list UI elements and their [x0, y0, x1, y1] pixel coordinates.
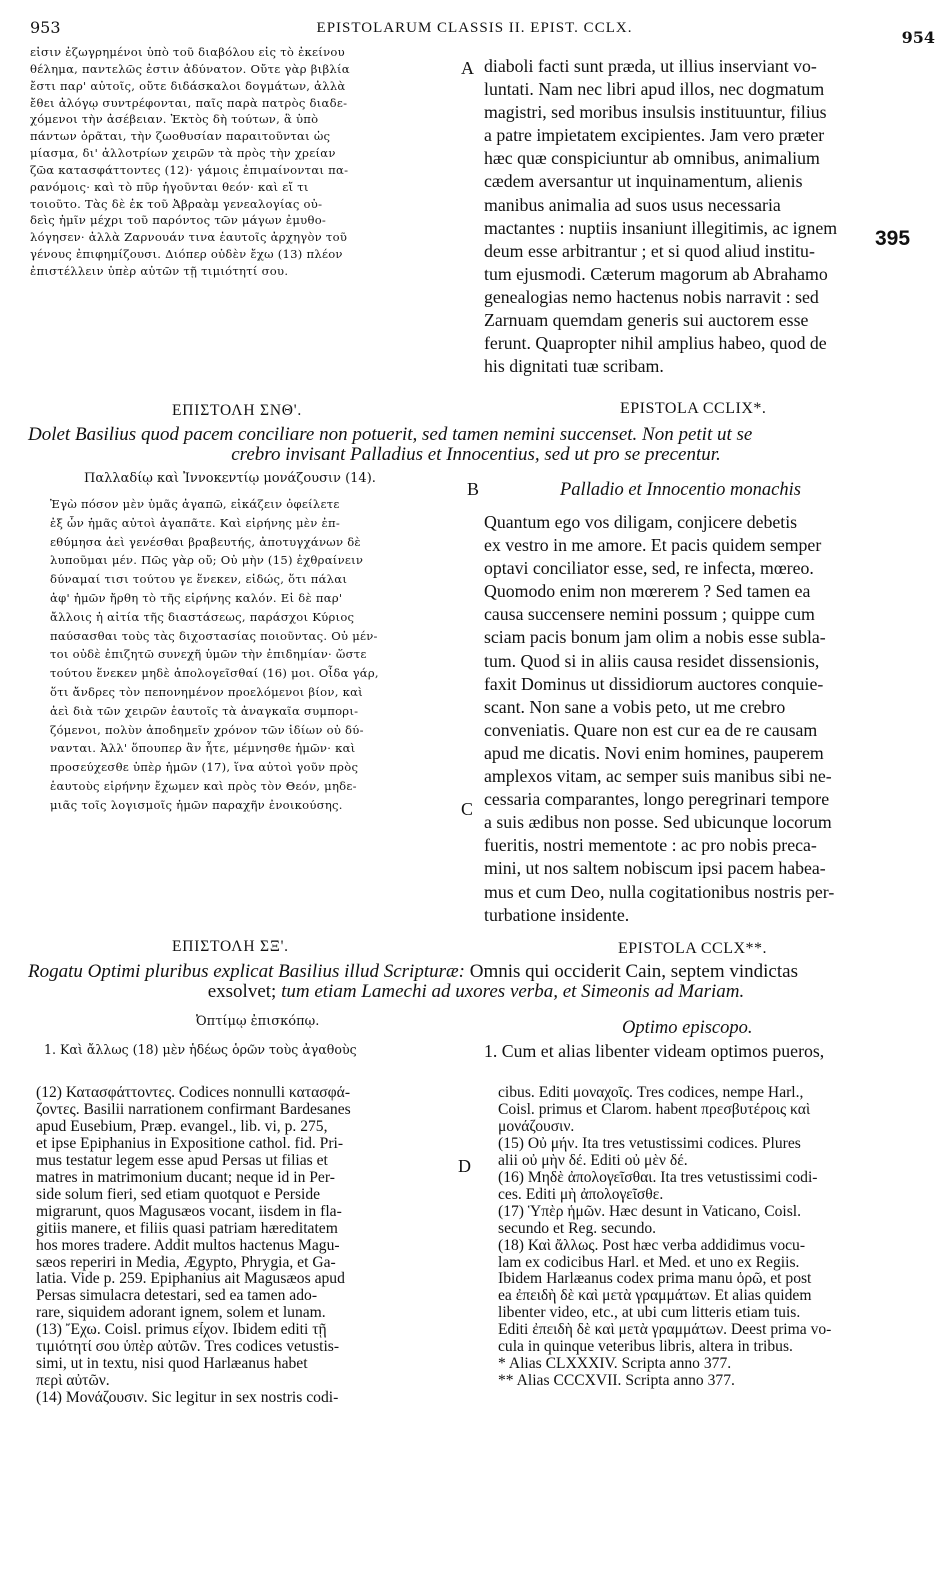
- latin-address-260: Optimo episcopo.: [622, 1018, 753, 1038]
- margin-letter-a: A: [461, 58, 474, 78]
- latin-text-line: scant. Non sane a vobis peto, ut me crebro: [484, 696, 786, 717]
- latin-text-line: Quantum ego vos diligam, conjicere debetis: [484, 512, 798, 532]
- greek-text-line: νανται. Ἀλλ' ὅπουπερ ἂν ἦτε, μέμνησθε ἡμῶν· καὶ: [50, 741, 356, 756]
- footnote-line: τιμιότητί σου ὑπὲρ αὐτῶν. Tres codices vetustis-: [36, 1339, 340, 1356]
- running-header: [0, 14, 949, 47]
- footnote-line: lam ex codicibus Harl. et Med. et uno ex Regiis.: [498, 1254, 800, 1271]
- footnote-line: cula in quinque veteribus libris, altera in tribus.: [498, 1339, 793, 1356]
- latin-text-line: luntati. Nam nec libri apud illos, nec dogmatum: [484, 79, 825, 100]
- latin-text-line: optavi conciliator esse, sed, re infecta, mœreo.: [484, 558, 814, 579]
- footnotes-right-column: [498, 1085, 930, 1390]
- argument-italic-part: tum etiam Lamechi ad uxores verba, et Simeonis ad Mariam.: [276, 980, 745, 1002]
- latin-address-259: Palladio et Innocentio monachis: [560, 480, 801, 500]
- greek-text-line: ἑαυτοὺς εἰρήνην ἔχωμεν καὶ πρὸς τὸν Θεόν, μηδε-: [50, 778, 357, 793]
- latin-text-line: apud me dicatis. Novi enim homines, pauperem: [484, 742, 824, 763]
- greek-text-line: τοιοῦτο. Τὰς δὲ ἐκ τοῦ Ἀβραὰμ γενεαλογίας οὐ-: [30, 196, 323, 211]
- footnote-line: * Alias CLXXXIV. Scripta anno 377.: [498, 1356, 732, 1373]
- greek-text-line: ζῶα κατασφάττοντες (12)· γάμοις ἐπιμαίνονται πα-: [30, 162, 349, 177]
- latin-text-line: cædem aversantur ut inquinamentum, alienis: [484, 171, 803, 192]
- argument-line-2: crebro invisant Palladius et Innocentius, sed ut pro se precentur.: [231, 443, 721, 465]
- footnote-line: apud Eusebium, Præp. evangel., lib. vi, p. 275,: [36, 1118, 328, 1135]
- latin-text-line: amplexos vitam, ac semper suis manibus sibi ne-: [484, 766, 832, 787]
- greek-text-line: τούτου ἕνεκεν μηδὲ ἀπολογεῖσθαί (16) μοι. Οἶδα γάρ,: [50, 666, 379, 681]
- greek-text-line: ἔστι παρ' αὐτοῖς, οὔτε διδάσκαλοι δογμάτων, ἀλλὰ: [30, 78, 346, 93]
- latin-text-line: Quomodo enim non mœrerem ? Sed tamen ea: [484, 581, 811, 602]
- greek-text-line: μίασμα, δι' ἀλλοτρίων χειρῶν τὰ πρὸς τὴν χρείαν: [30, 146, 336, 161]
- footnote-line: (17) Ὑπὲρ ἡμῶν. Hæc desunt in Vaticano, Coisl.: [498, 1203, 802, 1220]
- footnote-line: simi, ut in textu, nisi quod Harlæanus habet: [36, 1356, 308, 1373]
- argument-roman-part: exsolvet;: [207, 980, 277, 1002]
- argument-line-1: [28, 962, 924, 982]
- footnote-line: gitiis manere, et filiis quasi patriam hæreditatem: [36, 1220, 338, 1237]
- page-number-left: 953: [30, 18, 61, 37]
- footnote-line: cibus. Editi μοναχοῖς. Tres codices, nempe Harl.,: [498, 1085, 804, 1101]
- greek-address-260: Ὀπτίμῳ ἐπισκόπῳ.: [196, 1014, 320, 1029]
- latin-text-line: genealogias nemo hactenus nobis narravit : sed: [484, 286, 819, 307]
- footnote-line: sæos reperiri in Media, Ægypto, Phrygia, et Ga-: [36, 1254, 336, 1271]
- footnote-line: (18) Καὶ ἄλλως. Post hæc verba addidimus vocu-: [498, 1237, 806, 1254]
- greek-text-line: θέλημα, παντελῶς ἐστιν ἀδύνατον. Οὔτε γὰρ βιβλία: [30, 61, 350, 76]
- latin-text-line: ex vestro in me amore. Et pacis quidem semper: [484, 535, 822, 556]
- footnote-line: rare, siquidem adorant ignem, solem et lunam.: [36, 1305, 326, 1322]
- footnote-line: migrarunt, quos Magusæos vocant, iisdem in fla-: [36, 1203, 342, 1220]
- latin-text-line: mus et cum Deo, nulla cogitationibus nostris per-: [484, 881, 835, 902]
- latin-text-260-first-line: 1. Cum et alias libenter videam optimos pueros,: [484, 1041, 825, 1061]
- greek-text-line: ἄλλοις ἡ αἰτία τῆς διαστάσεως, παράσχοι Κύριος: [50, 609, 355, 624]
- margin-letter-b: B: [467, 479, 480, 499]
- footnote-line: et ipse Epiphanius in Expositione cathol. fid. Pri-: [36, 1135, 344, 1152]
- greek-text-line: προσεύχεσθε ὑπὲρ ἡμῶν (17), ἵνα αὐτοὶ γοῦν πρὸς: [50, 760, 359, 775]
- greek-text-line: ζόμενοι, πολὺν ἀποδημεῖν χρόνον τῶν ἰδίων οὐ δύ-: [50, 722, 364, 737]
- greek-text-line: πάντων ὁρᾶται, τὴν ζωοθυσίαν παραιτοῦνται ὡς: [30, 129, 331, 144]
- latin-text-line: a suis ædibus non posse. Sed ubicunque locorum: [484, 812, 832, 833]
- latin-text-line: Zarnuam quemdam generis sui auctorem esse: [484, 310, 809, 331]
- greek-text-top: [30, 44, 455, 280]
- greek-text-line: ὅτι ἄνδρες τὸν πεπονημένον προελόμενοι βίον, καὶ: [50, 684, 363, 699]
- latin-text-line: his dignitati tuæ scribam.: [484, 356, 664, 377]
- latin-text-line: mactantes : nuptiis insaniunt illegitimis, ac ignem: [484, 217, 838, 238]
- footnote-line: Coisl. primus et Clarom. habent πρεσβυτέροις καὶ: [498, 1101, 811, 1118]
- latin-text-line: ferunt. Quapropter nihil amplius habeo, quod de: [484, 333, 827, 354]
- footnote-line: ** Alias CCCXVII. Scripta anno 377.: [498, 1373, 735, 1390]
- greek-text-260-first-line: 1. Καὶ ἄλλως (18) μὲν ἡδέως ὁρῶν τοὺς ἀγαθοὺς: [44, 1042, 357, 1057]
- latin-text-line: tum. Quod si in aliis causa residet dissensionis,: [484, 650, 820, 671]
- latin-text-line: deum esse arbitrantur ; et si quod aliud institu-: [484, 240, 815, 261]
- argument-roman-part: Omnis qui occiderit Cain, septem vindictas: [465, 961, 798, 982]
- greek-text-line: λόγησεν· ἀλλὰ Ζαρνουάν τινα ἑαυτοῖς ἀρχηγὸν τοῦ: [30, 230, 348, 245]
- footnotes-left-column: [36, 1085, 454, 1407]
- latin-text-line: hæc quæ conspiciuntur ab omnibus, animalium: [484, 148, 820, 169]
- running-title: EPISTOLARUM CLASSIS II. EPIST. CCLX.: [316, 20, 633, 36]
- greek-address-259: Παλλαδίῳ καὶ Ἰννοκεντίῳ μονάζουσιν (14).: [84, 471, 376, 486]
- marginal-page-number: 395: [875, 227, 911, 250]
- argument-line-2: [28, 982, 924, 1002]
- greek-text-line: τοι οὐδὲ ἐπιζητῶ συνεχῆ ὑμῶν τὴν ἐπιδημίαν· ὥστε: [50, 647, 367, 662]
- latin-text-line: diaboli facti sunt præda, ut illius inserviant vo-: [484, 56, 817, 76]
- footnote-line: (12) Κατασφάττοντες. Codices nonnulli κατασφά-: [36, 1085, 351, 1101]
- epistle-argument-259: [28, 425, 924, 464]
- latin-text-line: fueritis, nostri mementote : ac pro nobis preca-: [484, 835, 817, 856]
- greek-text-line: δεὶς ἡμῖν μέχρι τοῦ παρόντος τῶν μάγων ἐμυθο-: [30, 213, 327, 228]
- greek-text-line: χόμενοι τὴν ἀσέβειαν. Ἐκτὸς δὴ τούτων, ἃ ὑπὸ: [30, 112, 319, 127]
- latin-text-line: causa succensere nemini possum ; quippe cum: [484, 604, 815, 625]
- latin-text-line: cessaria comparantes, longo peregrinari tempore: [484, 789, 830, 810]
- footnote-line: secundo et Reg. secundo.: [498, 1220, 657, 1237]
- latin-text-line: manibus animalia ad suos usus necessaria: [484, 194, 781, 215]
- argument-line-1: Dolet Basilius quod pacem conciliare non potuerit, sed tamen nemini succenset. Non petit ut se: [28, 424, 753, 445]
- footnote-line: alii οὐ μὴν δέ. Editi οὐ μὲν δέ.: [498, 1152, 688, 1169]
- greek-text-line: ἐπιστέλλειν ὑπὲρ αὐτῶν τῇ τιμιότητί σου.: [30, 263, 289, 278]
- latin-epistle-heading-260: EPISTOLA CCLX**.: [618, 940, 768, 957]
- epistle-argument-260: [28, 962, 924, 1001]
- greek-epistle-heading-260: ΕΠΙΣΤΟΛΗ ΣΞ'.: [172, 938, 289, 955]
- greek-text-line: εθύμησα ἀεὶ γενέσθαι βραβευτής, ἀποτυγχάνων δὲ: [50, 534, 361, 549]
- greek-text-line: λυποῦμαι μέν. Πῶς γὰρ οὔ; Οὐ μὴν (15) ἐχθραίνειν: [50, 553, 364, 568]
- footnote-line: ea ἐπειδὴ δὲ καὶ μετὰ γραμμάτων. Et alias quidem: [498, 1288, 812, 1305]
- greek-epistle-heading-259: ΕΠΙΣΤΟΛΗ ΣΝΘ'.: [172, 402, 303, 419]
- latin-text-line: magistri, sed moribus insulsis instituuntur, filius: [484, 102, 827, 123]
- footnote-line: (14) Μονάζουσιν. Sic legitur in sex nostris codi-: [36, 1390, 339, 1407]
- margin-letter-c: C: [461, 799, 474, 819]
- page-number-right: 954: [901, 28, 935, 47]
- latin-text-line: mini, ut nos saltem nobiscum ipsi pacem habea-: [484, 858, 826, 879]
- latin-text-line: tum ejusmodi. Cæterum magorum ab Abrahamo: [484, 263, 828, 284]
- footnote-line: ζοντες. Basilii narrationem confirmant Bardesanes: [36, 1101, 351, 1118]
- greek-text-line: μιᾶς τοῖς λογισμοῖς ἡμῶν παραχῆν ἐνοικούσης.: [50, 797, 343, 812]
- footnote-line: ces. Editi μὴ ἀπολογεῖσθε.: [498, 1186, 664, 1203]
- footnote-line: (16) Μηδὲ ἀπολογεῖσθαι. Ita tres vetustissimi codi-: [498, 1169, 818, 1186]
- latin-text-line: sciam pacis bonum jam olim a nobis esse subla-: [484, 627, 826, 648]
- latin-text-259: [484, 511, 929, 927]
- latin-text-line: faxit Dominus ut dissidiorum auctores conquie-: [484, 673, 824, 694]
- greek-text-line: γένους ἐπιφημίζουσι. Διόπερ οὐδὲν ἔχω (13) πλέον: [30, 247, 343, 262]
- greek-text-line: δύναμαί τισι τούτου γε ἕνεκεν, εἰδώς, ὅτι πάλαι: [50, 572, 348, 587]
- footnote-line: matres in matrimonium ducant; neque id in Per-: [36, 1169, 335, 1186]
- greek-text-line: Ἐγὼ πόσον μὲν ὑμᾶς ἀγαπῶ, εἰκάζειν ὀφείλετε: [50, 497, 340, 511]
- latin-text-line: turbatione insidente.: [484, 904, 630, 925]
- greek-text-line: ρανόμοις· καὶ τὸ πῦρ ἡγοῦνται θεόν· καὶ εἴ τι: [30, 179, 309, 194]
- greek-text-line: ἀεὶ διὰ τῶν χειρῶν ἑαυτοῖς τὰ ἀναγκαῖα συμπορι-: [50, 703, 359, 718]
- latin-text-line: conveniatis. Quare non est cur ea de re causam: [484, 719, 818, 740]
- footnote-line: (15) Οὐ μήν. Ita tres vetustissimi codices. Plures: [498, 1135, 801, 1152]
- footnote-line: Editi ἐπειδὴ δὲ καὶ μετὰ γραμμάτων. Deest prima vo-: [498, 1322, 832, 1339]
- greek-text-line: εἰσιν ἐζωγρημένοι ὑπὸ τοῦ διαβόλου εἰς τὸ ἐκείνου: [30, 45, 345, 59]
- footnote-line: mus testatur legem esse apud Persas ut filias et: [36, 1152, 328, 1169]
- argument-italic-part: Rogatu Optimi pluribus explicat Basilius illud Scripturæ:: [28, 961, 465, 982]
- latin-epistle-heading-259: EPISTOLA CCLIX*.: [620, 400, 767, 417]
- greek-text-line: παύσασθαι τοὺς τὰς διχοστασίας ποιοῦντας. Οὐ μέν-: [50, 628, 378, 643]
- footnote-line: side solum fieri, sed etiam quotquot e Perside: [36, 1186, 321, 1203]
- footnote-line: hos mores tradere. Addit multos hactenus Magu-: [36, 1237, 340, 1254]
- footnote-line: libenter video, etc., at ubi cum litteris etiam tuis.: [498, 1305, 801, 1322]
- footnote-line: latia. Vide p. 259. Epiphanius ait Magusæos apud: [36, 1271, 345, 1288]
- greek-text-line: ἐξ ὧν ἡμᾶς αὐτοὶ ἀγαπᾶτε. Καὶ εἰρήνης μὲν ἐπ-: [50, 515, 341, 530]
- margin-letter-d: D: [458, 1156, 471, 1176]
- greek-text-line: ἔθει ἀλόγῳ συντρέφονται, παῖς παρὰ πατρὸς διαδε-: [30, 95, 348, 110]
- footnote-line: (13) Ἔχω. Coisl. primus εἶχον. Ibidem editi τῇ: [36, 1322, 327, 1339]
- footnote-line: μονάζουσιν.: [498, 1118, 575, 1135]
- latin-text-line: a patre impietatem excipientes. Jam vero præter: [484, 125, 825, 146]
- footnote-line: Persas simulacra detestari, sed ea tamen ado-: [36, 1288, 318, 1305]
- greek-text-line: ἀφ' ἡμῶν ἤρθη τὸ τῆς εἰρήνης καλόν. Εἰ δὲ παρ': [50, 590, 343, 605]
- footnote-line: περὶ αὐτῶν.: [36, 1373, 110, 1390]
- footnote-line: Ibidem Harlæanus codex prima manu ὁρῶ, et post: [498, 1271, 812, 1288]
- greek-text-259: [50, 495, 460, 815]
- latin-text-top: [484, 55, 929, 378]
